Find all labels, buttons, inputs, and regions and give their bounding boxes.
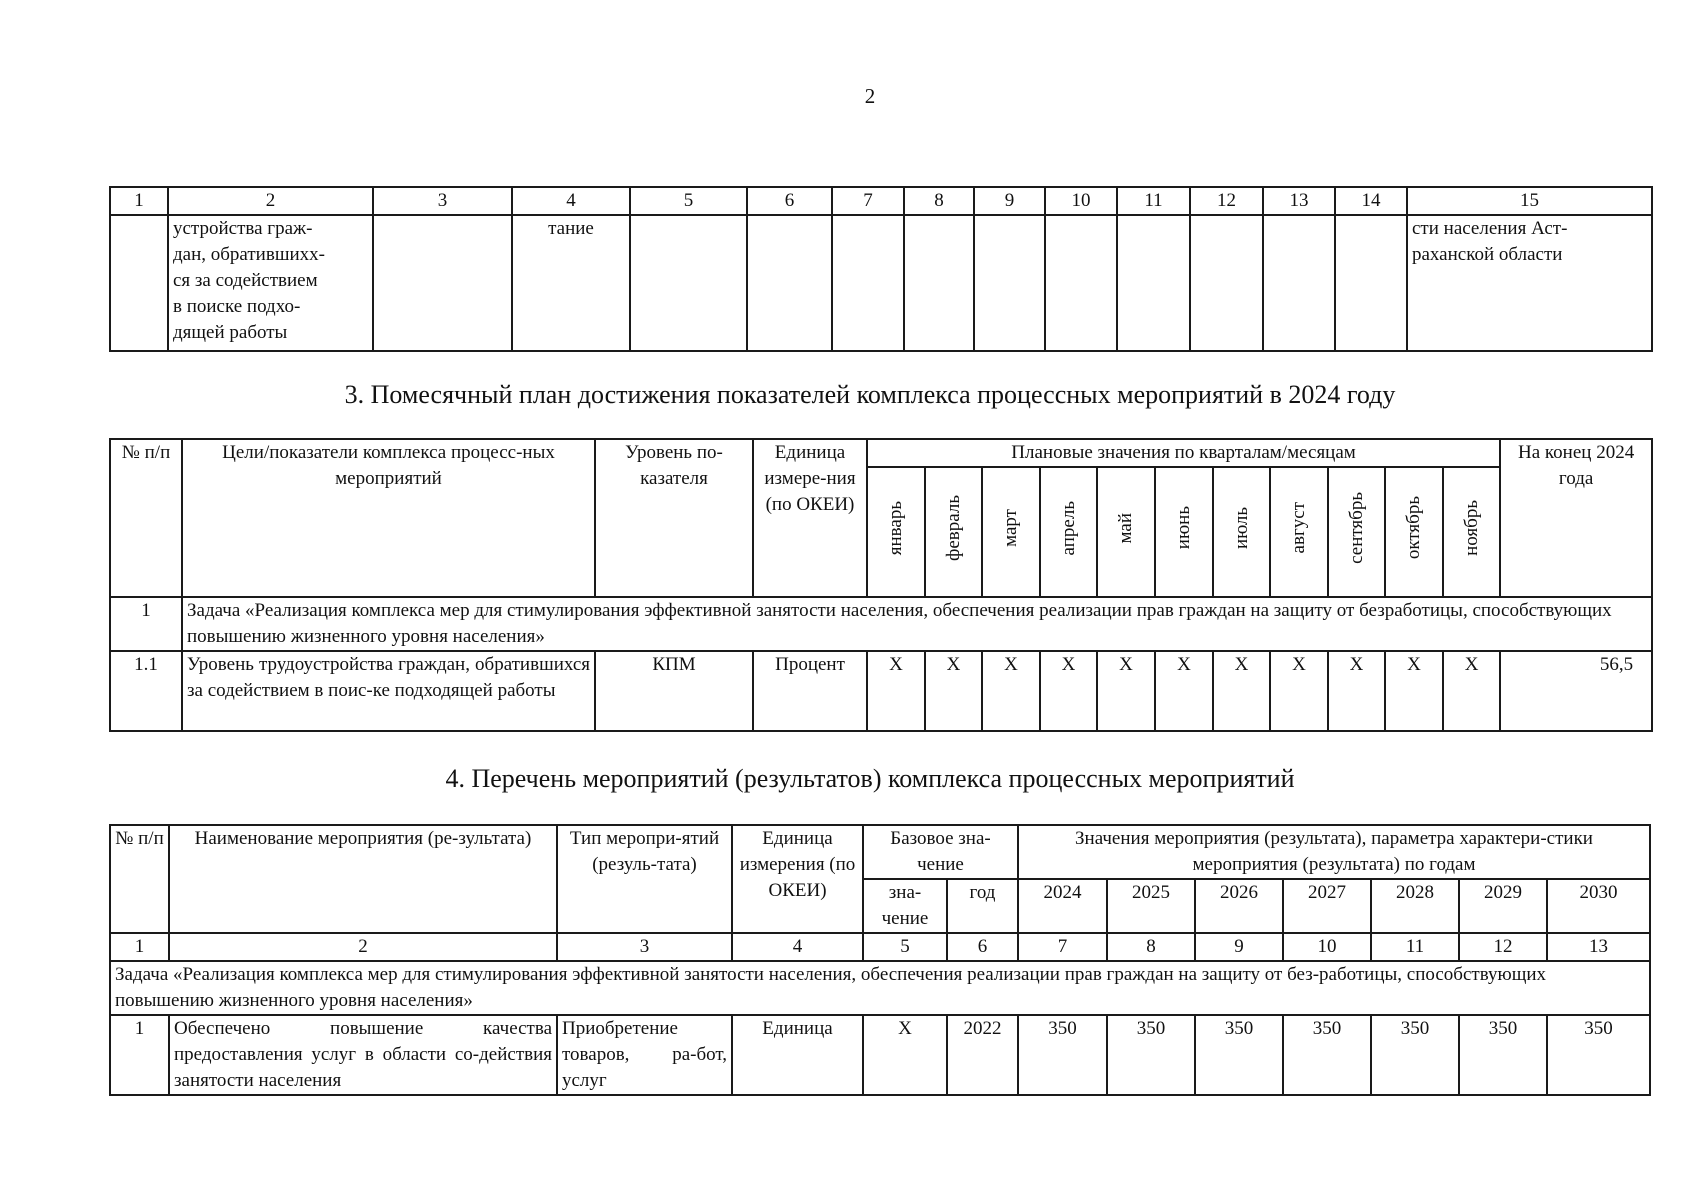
month-value: Х	[1385, 651, 1443, 731]
column-number: 13	[1547, 933, 1650, 961]
column-number: 4	[732, 933, 863, 961]
header-cell: 2	[168, 187, 373, 215]
column-number: 1	[110, 933, 169, 961]
month-header: май	[1097, 467, 1155, 597]
measure-type: Приобретение товаров, ра-бот, услуг	[557, 1015, 732, 1095]
year-header: 2027	[1283, 879, 1371, 933]
month-header: ноябрь	[1443, 467, 1500, 597]
month-value: Х	[925, 651, 982, 731]
header-goal: Цели/показатели комплекса процесс-ных мероприятий	[182, 439, 595, 597]
year-value: 350	[1459, 1015, 1547, 1095]
year-header: 2025	[1107, 879, 1195, 933]
column-number: 3	[557, 933, 732, 961]
cell-line: дящей работы	[173, 322, 288, 343]
indicator-unit: Процент	[753, 651, 867, 731]
header-type: Тип меропри-ятий (резуль-тата)	[557, 825, 732, 933]
year-header: 2026	[1195, 879, 1283, 933]
table-cell	[110, 215, 168, 351]
table-cell	[630, 215, 747, 351]
header-num: № п/п	[110, 825, 169, 933]
header-cell: 5	[630, 187, 747, 215]
indicator-name: Уровень трудоустройства граждан, обратившихся за содействием в поис-ке подходящей работы	[182, 651, 595, 731]
header-values: Значения мероприятия (результата), параметра характери-стики мероприятия (результата) по годам	[1018, 825, 1650, 879]
task-text: Задача «Реализация комплекса мер для стимулирования эффективной занятости населения, обеспечения реализации прав граждан на защиту от безработицы, способствующих повышению жизненного уровня населения»	[182, 597, 1652, 651]
header-cell: 1	[110, 187, 168, 215]
cell-line: в поиске подхо-	[173, 296, 301, 317]
month-value: Х	[982, 651, 1040, 731]
month-value: Х	[1155, 651, 1213, 731]
table-cell	[1263, 215, 1335, 351]
task-num: 1	[110, 597, 182, 651]
table-cell	[747, 215, 832, 351]
section-4-title: 4. Перечень мероприятий (результатов) комплекса процессных мероприятий	[445, 764, 1295, 793]
table-cell	[904, 215, 974, 351]
header-cell: 10	[1045, 187, 1117, 215]
year-value: 350	[1371, 1015, 1459, 1095]
indicator-level: КПМ	[595, 651, 753, 731]
column-number-row	[110, 933, 1650, 961]
header-unit: Единица измере-ния (по ОКЕИ)	[753, 439, 867, 597]
month-value: Х	[867, 651, 925, 731]
section-3-title: 3. Помесячный план достижения показателей комплекса процессных мероприятий в 2024 году	[344, 380, 1396, 409]
year-value: 350	[1107, 1015, 1195, 1095]
month-header: сентябрь	[1328, 467, 1385, 597]
header-row	[110, 825, 1650, 879]
table-cell	[1117, 215, 1190, 351]
month-header: октябрь	[1385, 467, 1443, 597]
month-header: июль	[1213, 467, 1270, 597]
measure-base-value: Х	[863, 1015, 947, 1095]
month-header: август	[1270, 467, 1328, 597]
table-cell	[373, 215, 512, 351]
header-cell: 15	[1407, 187, 1652, 215]
end-value: 56,5	[1500, 651, 1652, 731]
column-number: 2	[169, 933, 557, 961]
year-header: 2029	[1459, 879, 1547, 933]
column-number: 8	[1107, 933, 1195, 961]
month-value: Х	[1213, 651, 1270, 731]
header-cell: 6	[747, 187, 832, 215]
header-cell: 4	[512, 187, 630, 215]
column-number: 6	[947, 933, 1018, 961]
measures-table	[109, 824, 1651, 1096]
month-value: Х	[1328, 651, 1385, 731]
measure-unit: Единица	[732, 1015, 863, 1095]
header-planned: Плановые значения по кварталам/месяцам	[867, 439, 1500, 467]
table-cell	[1190, 215, 1263, 351]
header-num: № п/п	[110, 439, 182, 597]
table-cell: тание	[512, 215, 630, 351]
year-header: 2028	[1371, 879, 1459, 933]
month-header: июнь	[1155, 467, 1213, 597]
table-cell	[168, 215, 373, 351]
column-number: 5	[863, 933, 947, 961]
indicator-row	[110, 651, 1652, 731]
task-row	[110, 961, 1650, 1015]
cell-line: устройства граж-	[173, 218, 313, 239]
column-number: 7	[1018, 933, 1107, 961]
header-base: Базовое зна-чение	[863, 825, 1018, 879]
header-cell: 9	[974, 187, 1045, 215]
measure-num: 1	[110, 1015, 169, 1095]
measure-base-year: 2022	[947, 1015, 1018, 1095]
header-base-year: год	[947, 879, 1018, 933]
task-text: Задача «Реализация комплекса мер для стимулирования эффективной занятости населения, обеспечения реализации прав граждан на защиту от без-работицы, способствующих повышению жизненного уровня населения»	[110, 961, 1650, 1015]
continuation-table	[109, 186, 1653, 352]
measure-name: Обеспечено повышение качества предоставления услуг в области со-действия занятости населения	[169, 1015, 557, 1095]
table-cell	[1407, 215, 1652, 351]
header-cell: 7	[832, 187, 904, 215]
header-unit: Единица измерения (по ОКЕИ)	[732, 825, 863, 933]
cell-line: дан, обратившихх-	[173, 244, 325, 265]
year-value: 350	[1195, 1015, 1283, 1095]
header-name: Наименование мероприятия (ре-зультата)	[169, 825, 557, 933]
column-number: 10	[1283, 933, 1371, 961]
column-number: 9	[1195, 933, 1283, 961]
header-row	[110, 439, 1652, 467]
table-cell	[974, 215, 1045, 351]
table-row	[110, 215, 1652, 351]
month-header: февраль	[925, 467, 982, 597]
indicator-num: 1.1	[110, 651, 182, 731]
page-number: 2	[864, 84, 876, 108]
year-value: 350	[1018, 1015, 1107, 1095]
year-value: 350	[1547, 1015, 1650, 1095]
header-cell: 3	[373, 187, 512, 215]
column-number: 11	[1371, 933, 1459, 961]
header-cell: 8	[904, 187, 974, 215]
column-number-row	[110, 187, 1652, 215]
year-header: 2024	[1018, 879, 1107, 933]
task-row	[110, 597, 1652, 651]
month-header: март	[982, 467, 1040, 597]
header-end: На конец 2024 года	[1500, 439, 1652, 597]
table-cell	[832, 215, 904, 351]
cell-line: ся за содействием	[173, 270, 318, 291]
header-level: Уровень по-казателя	[595, 439, 753, 597]
header-cell: 13	[1263, 187, 1335, 215]
cell-line: раханской области	[1412, 244, 1563, 265]
table-cell	[1045, 215, 1117, 351]
header-base-value: зна-чение	[863, 879, 947, 933]
column-number: 12	[1459, 933, 1547, 961]
monthly-plan-table	[109, 438, 1653, 732]
year-value: 350	[1283, 1015, 1371, 1095]
header-cell: 12	[1190, 187, 1263, 215]
year-header: 2030	[1547, 879, 1650, 933]
month-value: Х	[1443, 651, 1500, 731]
month-value: Х	[1270, 651, 1328, 731]
month-value: Х	[1040, 651, 1097, 731]
month-header: апрель	[1040, 467, 1097, 597]
table-cell	[1335, 215, 1407, 351]
month-header: январь	[867, 467, 925, 597]
measure-row	[110, 1015, 1650, 1095]
header-cell: 11	[1117, 187, 1190, 215]
month-value: Х	[1097, 651, 1155, 731]
header-cell: 14	[1335, 187, 1407, 215]
cell-line: сти населения Аст-	[1412, 218, 1568, 239]
